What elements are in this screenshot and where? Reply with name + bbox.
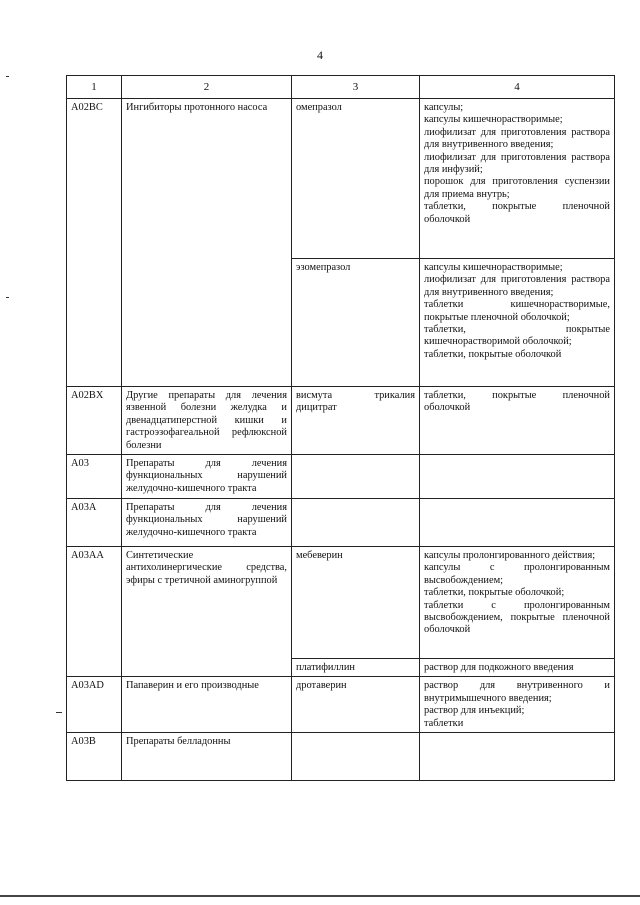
page-number: 4 (317, 48, 323, 62)
drug-name-cell (292, 455, 420, 499)
group-name-cell: Препараты для лечения функциональных нарушений желудочно-кишечного тракта (122, 499, 292, 547)
dosage-form: таблетки с пролонгированным высвобождением, покрытые пленочной оболочкой (424, 599, 610, 636)
dosage-forms-cell (420, 733, 615, 781)
atc-code-cell: A03AD (67, 677, 122, 733)
margin-mark (6, 297, 9, 298)
dosage-form: таблетки, покрытые кишечнорастворимой оболочкой; (424, 324, 610, 348)
margin-mark (56, 712, 62, 713)
group-name-cell: Препараты для лечения функциональных нарушений желудочно-кишечного тракта (122, 455, 292, 499)
table-row (67, 547, 615, 659)
margin-mark (6, 76, 9, 77)
atc-code-cell: A03A (67, 499, 122, 547)
dosage-form: капсулы кишечнорастворимые; (424, 114, 563, 126)
bottom-rule (0, 895, 640, 897)
dosage-form: порошок для приготовления суспензии для приема внутрь; (424, 176, 610, 200)
drug-name-cell: мебеверин (292, 547, 420, 659)
table-row (67, 387, 615, 455)
dosage-form: таблетки, покрытые оболочкой (424, 348, 562, 360)
dosage-forms-cell (420, 659, 615, 677)
table-row (67, 677, 615, 733)
dosage-form: лиофилизат для приготовления раствора для внутривенного введения; (424, 274, 610, 298)
column-header: 3 (292, 76, 420, 99)
dosage-form: таблетки, покрытые пленочной оболочкой (424, 201, 610, 225)
dosage-form: таблетки кишечнорастворимые, покрытые пленочной оболочкой; (424, 299, 610, 323)
column-header: 2 (122, 76, 292, 99)
atc-code-cell: A03 (67, 455, 122, 499)
group-name-cell: Другие препараты для лечения язвенной болезни желудка и двенадцатиперстной кишки и гастроэзофагеальной рефлюксной болезни (122, 387, 292, 455)
drug-name-cell: дротаверин (292, 677, 420, 733)
drug-name-cell (292, 733, 420, 781)
table-row (67, 455, 615, 499)
dosage-form: раствор для внутривенного и внутримышечного введения; (424, 680, 610, 704)
group-name-cell: Ингибиторы протонного насоса (122, 99, 292, 387)
dosage-form: капсулы с пролонгированным высвобождением; (424, 562, 610, 586)
dosage-form: лиофилизат для приготовления раствора для инфузий; (424, 151, 610, 176)
table-header-row (67, 76, 615, 99)
atc-code-cell: A02BC (67, 99, 122, 387)
dosage-form: капсулы; (424, 102, 464, 113)
drug-name-cell (292, 499, 420, 547)
drug-name-cell: платифиллин (292, 659, 420, 677)
dosage-forms-cell (420, 499, 615, 547)
drug-name-cell: висмута трикалия дицитрат (292, 387, 420, 455)
dosage-form: таблетки (424, 717, 464, 729)
column-header: 1 (67, 76, 122, 99)
dosage-form: капсулы кишечнорастворимые; (424, 262, 563, 273)
dosage-forms-cell (420, 99, 615, 259)
table-row (67, 733, 615, 781)
dosage-forms-cell (420, 547, 615, 659)
dosage-forms-cell (420, 259, 615, 387)
group-name-cell: Синтетические антихолинергические средства, эфиры с третичной аминогруппой (122, 547, 292, 677)
dosage-forms-cell (420, 677, 615, 733)
table-row (67, 99, 615, 259)
atc-code-cell: A03B (67, 733, 122, 781)
drug-name-cell: омепразол (292, 99, 420, 259)
atc-code-cell: A02BX (67, 387, 122, 455)
dosage-form: капсулы пролонгированного действия; (424, 550, 596, 562)
dosage-form: раствор для подкожного введения (424, 662, 574, 674)
dosage-form: таблетки, покрытые пленочной оболочкой (424, 390, 610, 414)
dosage-forms-cell (420, 387, 615, 455)
dosage-form: лиофилизат для приготовления раствора для внутривенного введения; (424, 126, 610, 151)
table-row (67, 499, 615, 547)
atc-code-cell: A03AA (67, 547, 122, 677)
dosage-form: таблетки, покрытые оболочкой; (424, 587, 565, 599)
group-name-cell: Препараты белладонны (122, 733, 292, 781)
drug-name-cell: эзомепразол (292, 259, 420, 387)
dosage-form: раствор для инъекций; (424, 705, 525, 717)
column-header: 4 (420, 76, 615, 99)
drug-table (66, 75, 615, 781)
group-name-cell: Папаверин и его производные (122, 677, 292, 733)
dosage-forms-cell (420, 455, 615, 499)
